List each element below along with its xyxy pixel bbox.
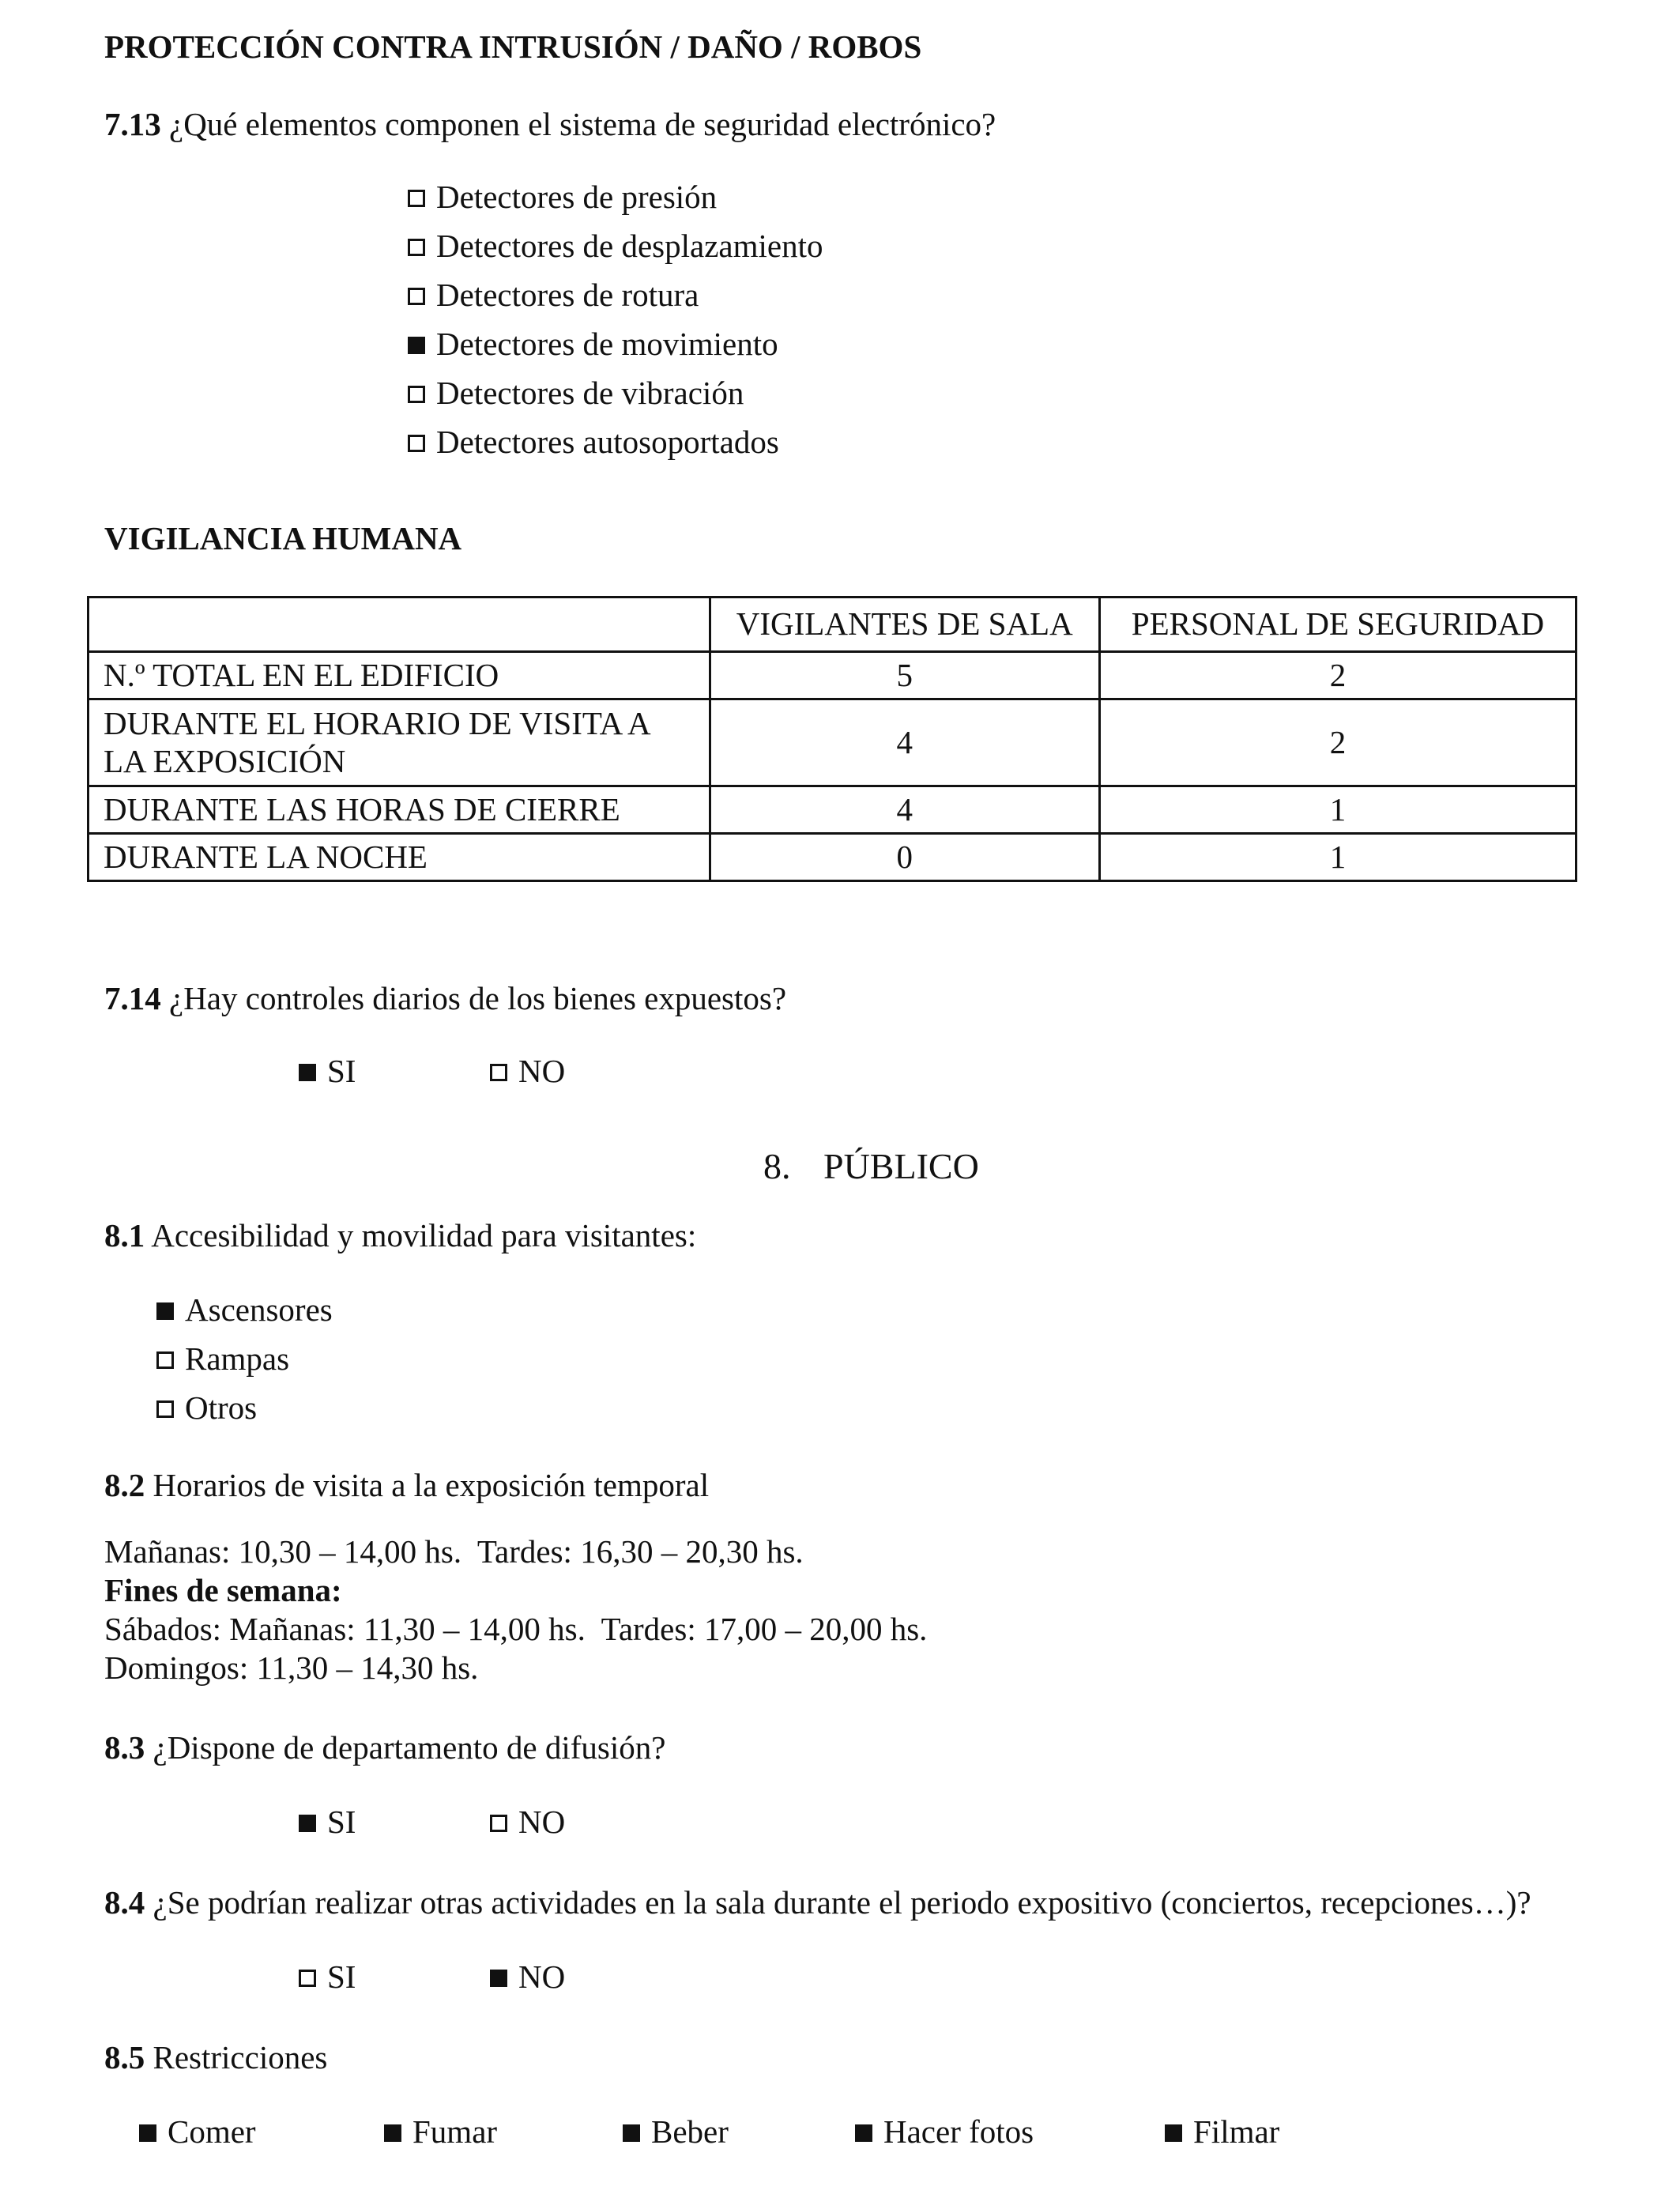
question-number: 8.4	[104, 1884, 145, 1921]
question-number: 7.14	[104, 980, 161, 1016]
option-no[interactable]	[490, 1053, 565, 1090]
option-label: NO	[518, 1053, 566, 1089]
option-label: Comer	[168, 2113, 256, 2150]
question-number: 7.13	[104, 106, 161, 142]
option-label: Ascensores	[185, 1291, 333, 1328]
question-text: ¿Se podrían realizar otras actividades en la sala durante el periodo expositivo (conciertos, recepciones…)?	[153, 1884, 1531, 1921]
question-7-13	[104, 106, 996, 143]
option-label: Otros	[185, 1389, 258, 1426]
option-detectores-autosoportados[interactable]	[408, 424, 779, 461]
option-label: Detectores de vibración	[436, 375, 744, 411]
option-label: Detectores autosoportados	[436, 424, 779, 460]
option-no[interactable]	[490, 1958, 565, 1996]
checkbox[interactable]	[408, 288, 425, 305]
checkbox-checked[interactable]	[408, 337, 425, 354]
option-label: Fumar	[412, 2113, 498, 2150]
cell-personal: 2	[1099, 652, 1576, 699]
table-header-row	[89, 598, 1576, 652]
question-8-4	[104, 1884, 1531, 1921]
option-label: Rampas	[185, 1340, 290, 1377]
table-row	[89, 834, 1576, 881]
row-label: N.º TOTAL EN EL EDIFICIO	[89, 652, 710, 699]
section-title: PROTECCIÓN CONTRA INTRUSIÓN / DAÑO / ROBOS	[104, 28, 922, 65]
option-beber[interactable]	[623, 2113, 729, 2151]
checkbox-checked[interactable]	[139, 2124, 156, 2142]
cell-vigilantes: 4	[710, 699, 1099, 786]
vigilancia-title: VIGILANCIA HUMANA	[104, 520, 462, 556]
option-label: Detectores de rotura	[436, 277, 699, 313]
question-text: Accesibilidad y movilidad para visitantes:	[151, 1217, 697, 1253]
option-label: SI	[327, 1053, 356, 1089]
chapter-title: PÚBLICO	[823, 1146, 979, 1186]
chapter-number: 8.	[763, 1146, 791, 1186]
option-filmar[interactable]	[1165, 2113, 1279, 2151]
option-si[interactable]	[299, 1958, 356, 1996]
table-header	[89, 598, 710, 652]
option-detectores-vibracion[interactable]	[408, 375, 744, 412]
checkbox[interactable]	[156, 1400, 174, 1418]
question-text: Horarios de visita a la exposición temporal	[153, 1467, 710, 1503]
checkbox-checked[interactable]	[384, 2124, 401, 2142]
cell-vigilantes: 4	[710, 786, 1099, 834]
option-label: NO	[518, 1804, 566, 1840]
question-text: Restricciones	[153, 2039, 328, 2075]
option-hacer-fotos[interactable]	[855, 2113, 1034, 2151]
checkbox-checked[interactable]	[299, 1815, 316, 1832]
option-detectores-presion[interactable]	[408, 179, 717, 216]
checkbox-checked[interactable]	[490, 1970, 507, 1987]
option-ascensores[interactable]	[156, 1291, 333, 1329]
option-label: SI	[327, 1958, 356, 1995]
option-rampas[interactable]	[156, 1340, 289, 1378]
schedule-weekday: Mañanas: 10,30 – 14,00 hs. Tardes: 16,30 – 20,30 hs.	[104, 1533, 804, 1570]
schedule-saturday: Sábados: Mañanas: 11,30 – 14,00 hs. Tardes: 17,00 – 20,00 hs.	[104, 1611, 928, 1647]
cell-vigilantes: 5	[710, 652, 1099, 699]
checkbox[interactable]	[408, 190, 425, 207]
cell-personal: 1	[1099, 834, 1576, 881]
option-label: Detectores de movimiento	[436, 326, 778, 362]
row-label: DURANTE LAS HORAS DE CIERRE	[89, 786, 710, 834]
chapter-heading	[763, 1146, 979, 1188]
question-8-5	[104, 2039, 327, 2076]
option-label: Hacer fotos	[883, 2113, 1034, 2150]
option-label: Filmar	[1193, 2113, 1280, 2150]
checkbox[interactable]	[490, 1064, 507, 1081]
table-header: PERSONAL DE SEGURIDAD	[1099, 598, 1576, 652]
checkbox-checked[interactable]	[156, 1302, 174, 1320]
checkbox[interactable]	[408, 239, 425, 256]
option-label: Beber	[651, 2113, 729, 2150]
cell-personal: 2	[1099, 699, 1576, 786]
checkbox[interactable]	[490, 1815, 507, 1832]
question-8-3	[104, 1729, 665, 1766]
option-fumar[interactable]	[384, 2113, 497, 2151]
cell-vigilantes: 0	[710, 834, 1099, 881]
option-label: NO	[518, 1958, 566, 1995]
checkbox-checked[interactable]	[1165, 2124, 1182, 2142]
question-8-2	[104, 1467, 709, 1504]
checkbox-checked[interactable]	[855, 2124, 872, 2142]
table-row	[89, 652, 1576, 699]
question-number: 8.2	[104, 1467, 145, 1503]
vigilancia-table	[87, 596, 1577, 882]
checkbox[interactable]	[299, 1970, 316, 1987]
checkbox[interactable]	[408, 386, 425, 403]
option-detectores-desplazamiento[interactable]	[408, 228, 823, 265]
checkbox-checked[interactable]	[299, 1064, 316, 1081]
row-label: DURANTE EL HORARIO DE VISITA A LA EXPOSICIÓN	[89, 699, 710, 786]
option-otros[interactable]	[156, 1389, 257, 1427]
option-detectores-rotura[interactable]	[408, 277, 699, 314]
option-no[interactable]	[490, 1804, 565, 1841]
table-row	[89, 699, 1576, 786]
schedule-weekend-label: Fines de semana:	[104, 1572, 342, 1608]
option-label: Detectores de desplazamiento	[436, 228, 823, 264]
question-text: ¿Dispone de departamento de difusión?	[153, 1729, 666, 1766]
table-header: VIGILANTES DE SALA	[710, 598, 1099, 652]
option-label: SI	[327, 1804, 356, 1840]
question-7-14	[104, 980, 786, 1017]
row-label: DURANTE LA NOCHE	[89, 834, 710, 881]
option-comer[interactable]	[139, 2113, 256, 2151]
option-detectores-movimiento[interactable]	[408, 326, 778, 363]
option-label: Detectores de presión	[436, 179, 718, 215]
question-number: 8.5	[104, 2039, 145, 2075]
cell-personal: 1	[1099, 786, 1576, 834]
checkbox[interactable]	[408, 435, 425, 452]
schedule-sunday: Domingos: 11,30 – 14,30 hs.	[104, 1649, 479, 1686]
question-text: ¿Qué elementos componen el sistema de seguridad electrónico?	[169, 106, 996, 142]
question-text: ¿Hay controles diarios de los bienes expuestos?	[169, 980, 787, 1016]
question-8-1	[104, 1217, 696, 1254]
checkbox-checked[interactable]	[623, 2124, 640, 2142]
table-row	[89, 786, 1576, 834]
question-number: 8.1	[104, 1217, 145, 1253]
option-si[interactable]	[299, 1804, 356, 1841]
checkbox[interactable]	[156, 1351, 174, 1369]
option-si[interactable]	[299, 1053, 356, 1090]
question-number: 8.3	[104, 1729, 145, 1766]
